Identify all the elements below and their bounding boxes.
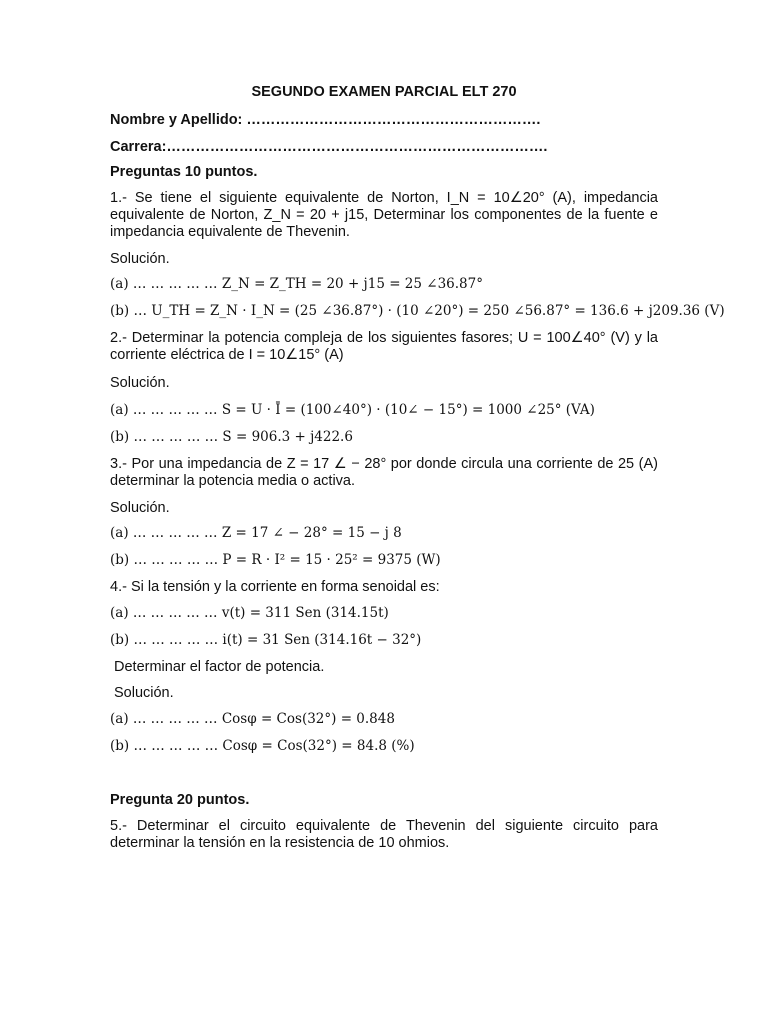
question-4-answer-b: (b) … … … … … Cosφ = Cos(32°) = 84.8 (%) <box>110 738 415 754</box>
question-3-text: 3.- Por una impedancia de Z = 17 ∠ − 28° por donde circula una corriente de 25 (A) determinar la potencia media o activa. <box>110 456 658 489</box>
question-4-solution-label: Solución. <box>114 685 174 701</box>
question-4-answer-a: (a) … … … … … Cosφ = Cos(32°) = 0.848 <box>110 711 395 727</box>
question-3-answer-b: (b) … … … … … P = R · I² = 15 · 25² = 9375 (W) <box>110 552 441 568</box>
question-3-solution-label: Solución. <box>110 500 170 516</box>
question-4-voltage-equation: (a) … … … … … v(t) = 311 Sen (314.15t) <box>110 605 389 621</box>
career-field-line: Carrera:……………………………………………………………………. <box>110 139 548 155</box>
question-4-instruction: Determinar el factor de potencia. <box>114 659 325 675</box>
question-1-text: 1.- Se tiene el siguiente equivalente de Norton, I_N = 10∠20° (A), impedancia equivalente de Norton, Z_N = 20 + j15, Determinar los componentes de la fuente e impedancia equivalente de Thevenin. <box>110 190 658 240</box>
question-3-answer-a: (a) … … … … … Z = 17 ∠ − 28° = 15 − j 8 <box>110 525 402 541</box>
name-field-line: Nombre y Apellido: ……………………………………………………. <box>110 112 541 128</box>
question-2-answer-b: (b) … … … … … S = 906.3 + j422.6 <box>110 429 353 445</box>
section-heading-20-points: Pregunta 20 puntos. <box>110 792 250 808</box>
question-4-text: 4.- Si la tensión y la corriente en forma senoidal es: <box>110 579 440 595</box>
exam-title: SEGUNDO EXAMEN PARCIAL ELT 270 <box>251 84 517 100</box>
question-5-text: 5.- Determinar el circuito equivalente de Thevenin del siguiente circuito para determinar la tensión en la resistencia de 10 ohmios. <box>110 818 658 851</box>
question-1-solution-label: Solución. <box>110 251 170 267</box>
question-1-answer-a: (a) … … … … … Z_N = Z_TH = 20 + j15 = 25 ∠36.87° <box>110 276 483 292</box>
section-heading-10-points: Preguntas 10 puntos. <box>110 164 258 180</box>
question-2-solution-label: Solución. <box>110 375 170 391</box>
question-4-current-equation: (b) … … … … … i(t) = 31 Sen (314.16t − 32°) <box>110 632 422 648</box>
question-2-answer-a: (a) … … … … … S = U · Ī = (100∠40°) · (10∠ − 15°) = 1000 ∠25° (VA) <box>110 402 595 418</box>
question-1-answer-b: (b) … U_TH = Z_N · I_N = (25 ∠36.87°) · (10 ∠20°) = 250 ∠56.87° = 136.6 + j209.36 (V) <box>110 303 725 319</box>
question-2-text: 2.- Determinar la potencia compleja de los siguientes fasores; U = 100∠40° (V) y la corriente eléctrica de I = 10∠15° (A) <box>110 330 658 363</box>
